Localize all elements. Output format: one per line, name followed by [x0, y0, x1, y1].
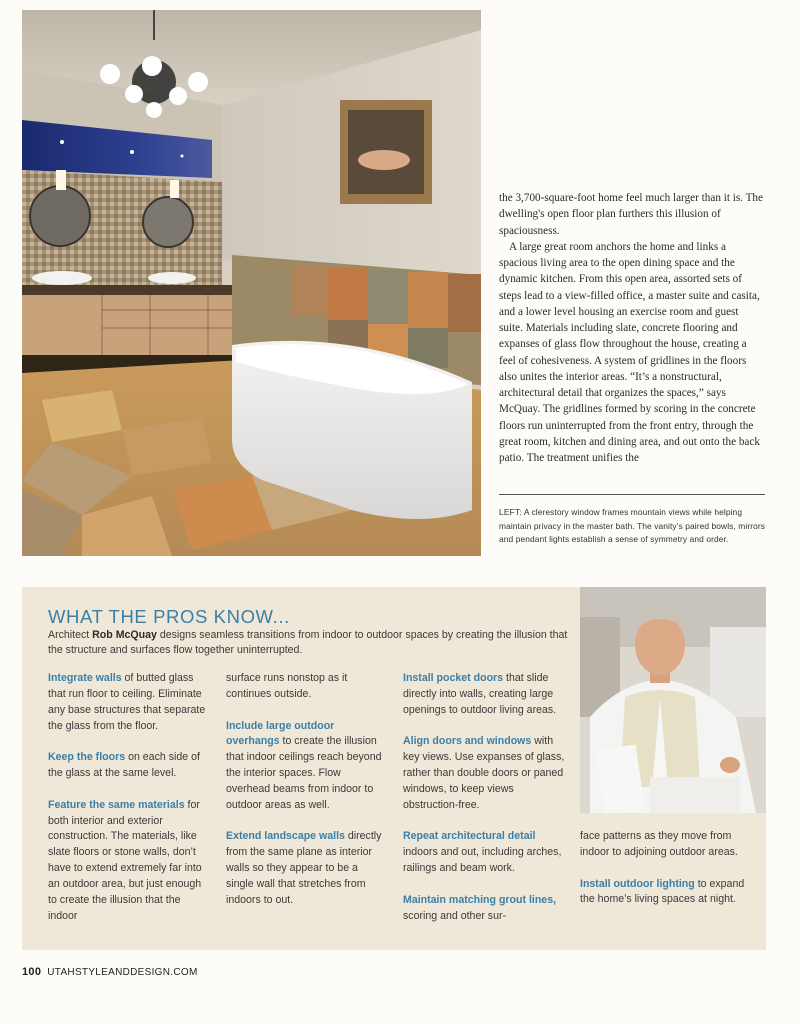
tip-text: with key views. Use expanses of glass, rather than double doors or paned windows, to keep views obstruction-free.	[403, 735, 565, 811]
tip-text: on each side of the glass at the same level.	[48, 751, 200, 780]
tip-text: of butted glass that run floor to ceiling. Eliminate any base structures that separate the glass from the floor.	[48, 672, 206, 732]
tip-heading: Repeat architectural detail	[403, 830, 536, 843]
tip-text: surface runs nonstop as it continues outside.	[226, 672, 348, 700]
tips-column-4	[580, 829, 752, 924]
article-body	[499, 190, 765, 466]
tip-item	[403, 829, 567, 877]
tip-item	[580, 829, 752, 861]
tip-item	[48, 798, 212, 925]
pros-intro	[48, 628, 568, 659]
tip-heading: Install outdoor lighting	[580, 877, 695, 890]
tip-item	[403, 671, 567, 719]
tip-item	[48, 671, 212, 734]
page-footer	[22, 966, 198, 978]
tip-heading: Maintain matching grout lines,	[403, 893, 557, 906]
caption-label: LEFT:	[499, 507, 522, 517]
caption-divider	[499, 494, 765, 495]
tip-item	[403, 734, 567, 813]
tip-heading: Keep the floors	[48, 751, 126, 764]
tip-item	[48, 750, 212, 782]
tip-item	[580, 877, 752, 909]
architect-name: Rob McQuay	[92, 629, 157, 641]
tip-item	[403, 893, 567, 925]
tip-text: to expand the home’s living spaces at night.	[580, 877, 745, 906]
bathroom-photo	[22, 10, 481, 556]
architect-portrait-photo	[580, 587, 766, 813]
site-url: UTAHSTYLEANDDESIGN.COM	[47, 967, 198, 978]
tip-text: that slide directly into walls, creating large openings to outdoor living areas.	[403, 672, 557, 716]
tip-item	[226, 829, 384, 908]
tips-column-1	[48, 671, 212, 940]
tip-heading: Feature the same materials	[48, 798, 185, 811]
intro-text: Architect	[48, 629, 93, 641]
pros-title: WHAT THE PROS KNOW...	[48, 606, 290, 627]
tips-column-3	[403, 671, 567, 940]
tip-item	[226, 671, 384, 703]
tip-heading: Integrate walls	[48, 672, 122, 684]
photo-caption	[499, 506, 769, 547]
tips-column-2	[226, 671, 384, 925]
tip-text: face patterns as they move from indoor to adjoining outdoor areas.	[580, 830, 738, 858]
tip-text: directly from the same plane as interior walls so they appear to be a single wall that stretches from indoors to out.	[226, 830, 382, 906]
tip-heading: Align doors and windows	[403, 735, 532, 748]
tip-text: indoors and out, including arches, railings and beam work.	[403, 846, 562, 875]
tip-heading: Install pocket doors	[403, 672, 504, 684]
tip-heading: Include large outdoor overhangs	[226, 719, 335, 748]
tip-text: for both interior and exterior construction. The materials, like slate floors or stone walls, don’t have to extend extremely far into an outdoor area, but just enough to create the illusion that the indoor	[48, 798, 202, 922]
tip-text: to create the illusion that indoor ceilings reach beyond the interior spaces. Flow overhead beams from indoor to outdoor areas as well.	[226, 735, 382, 811]
tip-text: scoring and other sur-	[403, 909, 507, 922]
page-number: 100	[22, 966, 42, 978]
article-paragraph: A large great room anchors the home and links a spacious living area to the open dining space and the dynamic kitchen. From this open area, assorted sets of steps lead to a view-filled office, a master suite and casita, and a lower level housing an exercise room and guest suite. Materials including slate, concrete flooring and expanses of glass flow throughout the house, creating a feel of cohesiveness. A system of gridlines in the floors also unites the interior areas. “It’s a nonstructural, architectural detail that organizes the spaces,” says McQuay. The gridlines formed by scoring in the concrete floors run uninterrupted from the front entry, through the great room, kitchen and dining area, and out onto the back patio. The treatment unifies the	[499, 240, 760, 464]
tip-heading: Extend landscape walls	[226, 830, 345, 843]
article-paragraph: the 3,700-square-foot home feel much larger than it is. The dwelling's open floor plan furthers this illusion of spaciousness.	[499, 192, 763, 237]
intro-text: designs seamless transitions from indoor to outdoor spaces by creating the illusion that the structure and surfaces flow together uninterrupted.	[48, 629, 568, 657]
caption-text: A clerestory window frames mountain views while helping maintain privacy in the master bath. The vanity’s paired bowls, mirrors and pendant lights establish a sense of symmetry and order.	[499, 507, 766, 544]
tip-item	[226, 719, 384, 814]
